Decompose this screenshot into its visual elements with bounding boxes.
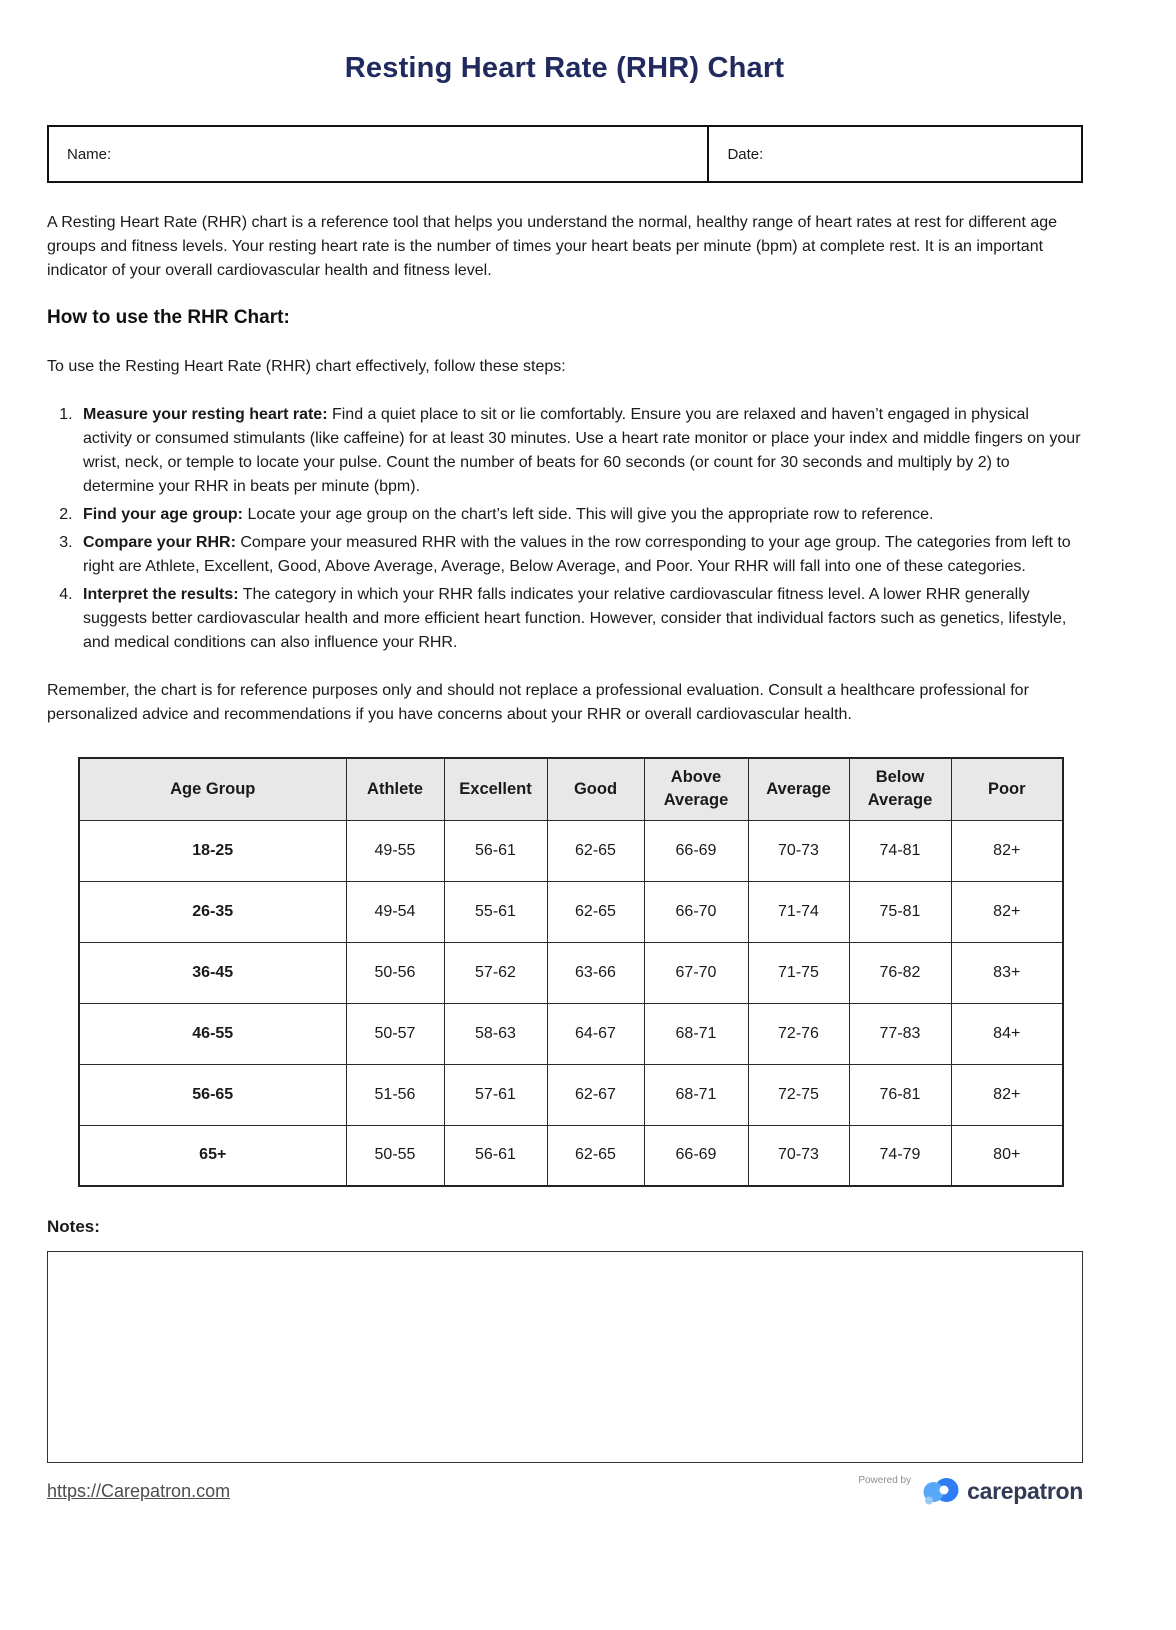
age-group-cell: 26-35	[79, 881, 346, 942]
table-row	[79, 1125, 1063, 1186]
column-header: Excellent	[444, 758, 547, 820]
age-group-cell: 46-55	[79, 1003, 346, 1064]
name-field[interactable]	[49, 127, 709, 181]
notes-box[interactable]	[47, 1251, 1083, 1463]
how-to-step: 4. Interpret the results: The category in which your RHR falls indicates your relative cardiovascular fitness level. A lower RHR generally suggests better cardiovascular health and more efficient heart function. However, consider that individual factors such as genetics, lifestyle, and medical conditions can also influence your RHR.	[77, 583, 1082, 655]
value-cell: 74-79	[849, 1125, 951, 1186]
value-cell: 62-65	[547, 1125, 644, 1186]
value-cell: 57-62	[444, 942, 547, 1003]
value-cell: 68-71	[644, 1003, 748, 1064]
value-cell: 82+	[951, 881, 1063, 942]
value-cell: 77-83	[849, 1003, 951, 1064]
notes-label: Notes:	[47, 1217, 100, 1236]
value-cell: 82+	[951, 820, 1063, 881]
column-header: Above Average	[644, 758, 748, 820]
column-header: Poor	[951, 758, 1063, 820]
rhr-table-body	[79, 820, 1063, 1186]
column-header: Below Average	[849, 758, 951, 820]
value-cell: 80+	[951, 1125, 1063, 1186]
value-cell: 71-74	[748, 881, 849, 942]
carepatron-logo-icon	[922, 1477, 960, 1505]
intro-paragraph: A Resting Heart Rate (RHR) chart is a reference tool that helps you understand the normal, healthy range of heart rates at rest for different age groups and fitness levels. Your resting heart rate is the number of times your heart beats per minute (bpm) at complete rest. It is an important indicator of your overall cardiovascular health and fitness level.	[47, 214, 1058, 279]
table-row	[79, 1064, 1063, 1125]
value-cell: 82+	[951, 1064, 1063, 1125]
value-cell: 83+	[951, 942, 1063, 1003]
how-to-step: 3. Compare your RHR: Compare your measured RHR with the values in the row corresponding to your age group. The categories from left to right are Athlete, Excellent, Good, Above Average, Average, Below Average, and Poor. Your RHR will fall into one of these categories.	[77, 531, 1082, 579]
age-group-cell: 18-25	[79, 820, 346, 881]
value-cell: 49-55	[346, 820, 444, 881]
value-cell: 66-69	[644, 1125, 748, 1186]
age-group-cell: 36-45	[79, 942, 346, 1003]
value-cell: 63-66	[547, 942, 644, 1003]
value-cell: 50-56	[346, 942, 444, 1003]
value-cell: 71-75	[748, 942, 849, 1003]
step-label: Interpret the results:	[83, 586, 239, 603]
powered-by-label: Powered by	[858, 1475, 912, 1486]
value-cell: 70-73	[748, 1125, 849, 1186]
value-cell: 76-81	[849, 1064, 951, 1125]
footer-link[interactable]: https://Carepatron.com	[47, 1480, 231, 1501]
value-cell: 62-65	[547, 881, 644, 942]
value-cell: 74-81	[849, 820, 951, 881]
age-group-cell: 56-65	[79, 1064, 346, 1125]
table-row	[79, 820, 1063, 881]
value-cell: 72-75	[748, 1064, 849, 1125]
name-label: Name:	[67, 145, 112, 163]
table-row	[79, 1003, 1063, 1064]
name-date-box	[47, 125, 1083, 183]
step-label: Find your age group:	[83, 506, 243, 523]
value-cell: 56-61	[444, 1125, 547, 1186]
value-cell: 62-67	[547, 1064, 644, 1125]
value-cell: 57-61	[444, 1064, 547, 1125]
value-cell: 50-57	[346, 1003, 444, 1064]
value-cell: 66-70	[644, 881, 748, 942]
brand-group	[858, 1477, 1083, 1505]
how-to-lead: To use the Resting Heart Rate (RHR) chart effectively, follow these steps:	[47, 358, 566, 375]
value-cell: 50-55	[346, 1125, 444, 1186]
rhr-table-container	[78, 757, 1082, 1187]
value-cell: 84+	[951, 1003, 1063, 1064]
value-cell: 75-81	[849, 881, 951, 942]
value-cell: 64-67	[547, 1003, 644, 1064]
column-header: Good	[547, 758, 644, 820]
column-header: Average	[748, 758, 849, 820]
value-cell: 72-76	[748, 1003, 849, 1064]
date-field[interactable]	[709, 127, 1081, 181]
table-row	[79, 942, 1063, 1003]
how-to-step: 1. Measure your resting heart rate: Find a quiet place to sit or lie comfortably. Ensure you are relaxed and haven’t engaged in physical activity or consumed stimulants (like caffeine) for at least 30 minutes. Use a heart rate monitor or place your index and middle fingers on your wrist, neck, or temple to locate your pulse. Count the number of beats for 60 seconds (or count for 30 seconds and multiply by 2) to determine your RHR in beats per minute (bpm).	[77, 403, 1082, 499]
column-header: Athlete	[346, 758, 444, 820]
carepatron-wordmark: carepatron	[967, 1477, 1083, 1504]
table-row	[79, 881, 1063, 942]
value-cell: 55-61	[444, 881, 547, 942]
value-cell: 70-73	[748, 820, 849, 881]
value-cell: 58-63	[444, 1003, 547, 1064]
age-group-cell: 65+	[79, 1125, 346, 1186]
column-header: Age Group	[79, 758, 346, 820]
value-cell: 76-82	[849, 942, 951, 1003]
how-to-steps	[47, 403, 1082, 655]
step-label: Measure your resting heart rate:	[83, 406, 328, 423]
rhr-table-header-row	[79, 758, 1063, 820]
value-cell: 51-56	[346, 1064, 444, 1125]
step-label: Compare your RHR:	[83, 534, 236, 551]
value-cell: 68-71	[644, 1064, 748, 1125]
page-title: Resting Heart Rate (RHR) Chart	[344, 52, 785, 84]
value-cell: 66-69	[644, 820, 748, 881]
how-to-heading: How to use the RHR Chart:	[47, 307, 290, 328]
value-cell: 49-54	[346, 881, 444, 942]
reminder-paragraph: Remember, the chart is for reference purposes only and should not replace a professional evaluation. Consult a healthcare professional for personalized advice and recommendations if you have concerns about your RHR or overall cardiovascular health.	[47, 682, 1029, 723]
value-cell: 67-70	[644, 942, 748, 1003]
how-to-step: 2. Find your age group: Locate your age group on the chart’s left side. This will give you the appropriate row to reference.	[77, 503, 1082, 527]
footer	[47, 1477, 1083, 1505]
rhr-table	[78, 757, 1064, 1187]
value-cell: 56-61	[444, 820, 547, 881]
value-cell: 62-65	[547, 820, 644, 881]
date-label: Date:	[727, 145, 764, 163]
